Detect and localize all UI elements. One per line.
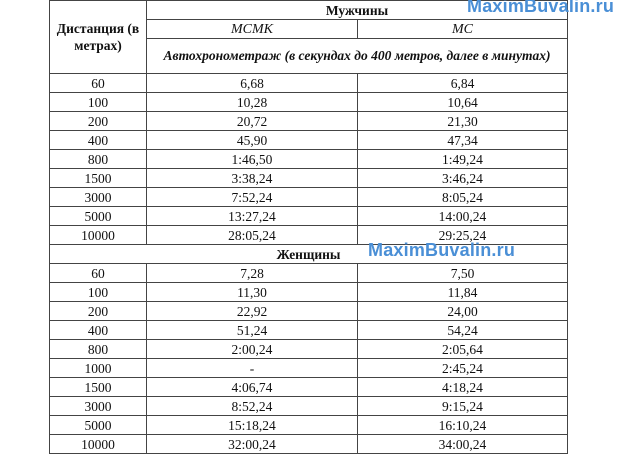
women-row — [50, 264, 568, 283]
col-header-ms: МС — [358, 20, 568, 39]
women-row — [50, 359, 568, 378]
men-cell-distance: 5000 — [50, 207, 147, 226]
men-cell-distance: 60 — [50, 74, 147, 93]
women-title: Женщины — [276, 246, 341, 262]
women-cell-msmk: 8:52,24 — [147, 397, 358, 416]
auto-timing-note: Автохронометраж (в секундах до 400 метров, далее в минутах) — [147, 39, 568, 74]
women-row — [50, 340, 568, 359]
men-cell-msmk: 6,68 — [147, 74, 358, 93]
women-row — [50, 378, 568, 397]
men-cell-ms: 1:49,24 — [358, 150, 568, 169]
men-cell-ms: 8:05,24 — [358, 188, 568, 207]
women-cell-ms: 34:00,24 — [358, 435, 568, 454]
men-cell-distance: 200 — [50, 112, 147, 131]
women-cell-msmk: - — [147, 359, 358, 378]
men-cell-distance: 1500 — [50, 169, 147, 188]
men-cell-msmk: 20,72 — [147, 112, 358, 131]
women-cell-distance: 1500 — [50, 378, 147, 397]
women-row — [50, 435, 568, 454]
standards-table-container — [49, 0, 615, 454]
men-cell-ms: 3:46,24 — [358, 169, 568, 188]
women-cell-ms: 24,00 — [358, 302, 568, 321]
men-cell-ms: 6,84 — [358, 74, 568, 93]
women-cell-msmk: 15:18,24 — [147, 416, 358, 435]
women-cell-ms: 4:18,24 — [358, 378, 568, 397]
men-cell-msmk: 10,28 — [147, 93, 358, 112]
men-section-header — [147, 0, 615, 20]
men-row — [50, 74, 568, 93]
men-cell-distance: 10000 — [50, 226, 147, 245]
men-row — [50, 112, 568, 131]
col-header-msmk: МСМК — [147, 20, 358, 39]
women-cell-ms: 11,84 — [358, 283, 568, 302]
women-cell-msmk: 51,24 — [147, 321, 358, 340]
women-cell-distance: 3000 — [50, 397, 147, 416]
watermark-men: MaximBuvalin.ru — [467, 0, 615, 16]
men-cell-distance: 400 — [50, 131, 147, 150]
women-section-row — [50, 245, 568, 264]
women-row — [50, 416, 568, 435]
women-cell-distance: 1000 — [50, 359, 147, 378]
women-cell-distance: 800 — [50, 340, 147, 359]
men-cell-msmk: 1:46,50 — [147, 150, 358, 169]
men-cell-ms: 47,34 — [358, 131, 568, 150]
men-row — [50, 131, 568, 150]
men-cell-distance: 100 — [50, 93, 147, 112]
men-row — [50, 93, 568, 112]
women-row — [50, 302, 568, 321]
men-title: Мужчины — [325, 2, 389, 18]
men-cell-distance: 3000 — [50, 188, 147, 207]
women-cell-distance: 60 — [50, 264, 147, 283]
women-cell-distance: 400 — [50, 321, 147, 340]
women-cell-ms: 54,24 — [358, 321, 568, 340]
women-cell-distance: 10000 — [50, 435, 147, 454]
men-row — [50, 188, 568, 207]
standards-table — [49, 0, 615, 454]
men-cell-msmk: 3:38,24 — [147, 169, 358, 188]
women-row — [50, 283, 568, 302]
women-cell-ms: 7,50 — [358, 264, 568, 283]
men-cell-ms: 14:00,24 — [358, 207, 568, 226]
women-cell-ms: 16:10,24 — [358, 416, 568, 435]
men-cell-msmk: 13:27,24 — [147, 207, 358, 226]
women-cell-msmk: 22,92 — [147, 302, 358, 321]
men-cell-ms: 21,30 — [358, 112, 568, 131]
distance-header: Дистанция (в метрах) — [50, 1, 147, 74]
men-cell-distance: 800 — [50, 150, 147, 169]
women-cell-msmk: 11,30 — [147, 283, 358, 302]
women-row — [50, 321, 568, 340]
men-cell-msmk: 28:05,24 — [147, 226, 358, 245]
women-cell-ms: 9:15,24 — [358, 397, 568, 416]
men-row — [50, 150, 568, 169]
women-cell-distance: 5000 — [50, 416, 147, 435]
women-cell-ms: 2:05,64 — [358, 340, 568, 359]
men-section-row — [50, 1, 568, 20]
men-row — [50, 207, 568, 226]
women-section-header — [50, 240, 568, 264]
men-cell-ms: 10,64 — [358, 93, 568, 112]
women-cell-msmk: 32:00,24 — [147, 435, 358, 454]
men-cell-msmk: 7:52,24 — [147, 188, 358, 207]
women-cell-distance: 100 — [50, 283, 147, 302]
women-row — [50, 397, 568, 416]
women-cell-msmk: 7,28 — [147, 264, 358, 283]
women-cell-msmk: 4:06,74 — [147, 378, 358, 397]
women-cell-ms: 2:45,24 — [358, 359, 568, 378]
women-cell-msmk: 2:00,24 — [147, 340, 358, 359]
women-cell-distance: 200 — [50, 302, 147, 321]
men-row — [50, 169, 568, 188]
men-cell-msmk: 45,90 — [147, 131, 358, 150]
watermark-women: MaximBuvalin.ru — [368, 240, 516, 260]
men-cell-ms: 29:25,24 — [358, 226, 568, 245]
